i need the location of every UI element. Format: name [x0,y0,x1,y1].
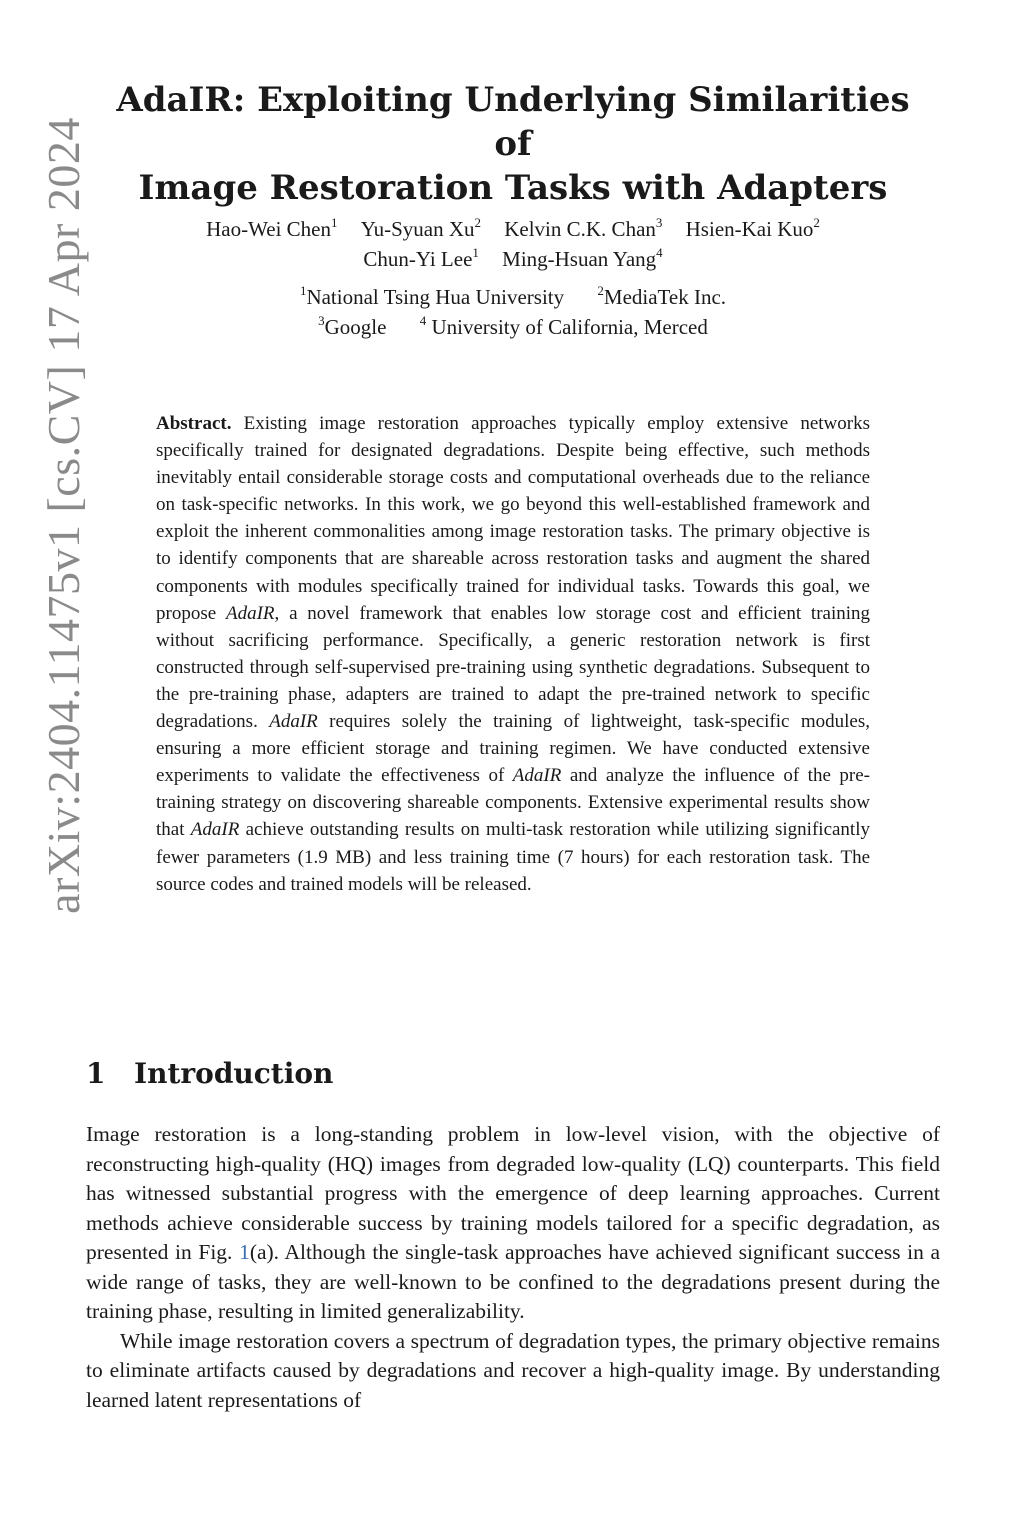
section-title: Introduction [134,1057,334,1090]
method-name: AdaIR [269,711,318,733]
abstract-label: Abstract. [156,413,232,434]
title-line-2: Image Restoration Tasks with Adapters [138,168,888,208]
figure-reference-link[interactable]: 1 [239,1240,250,1264]
author-line-2 [100,244,926,274]
method-name: AdaIR [225,602,275,624]
author: Yu-Syuan Xu$^2$ [360,215,481,241]
affiliation: $^3$Google [318,313,387,339]
method-name: AdaIR [512,765,562,787]
affiliation-list [100,282,926,342]
author: Kelvin C.K. Chan$^3$ [504,215,663,241]
author: Chun-Yi Lee$^1$ [363,245,479,271]
section-number: 1 [86,1057,106,1090]
title-line-1: AdaIR: Exploiting Underlying Similarities of [116,80,910,164]
affiliation-line-2 [100,312,926,342]
method-name: AdaIR [190,819,240,841]
paper-title [100,78,926,210]
arxiv-identifier: arXiv:2404.11475v1 [cs.CV] 17 Apr 2024 [37,116,89,914]
affiliation: $^2$MediaTek Inc. [597,283,727,309]
paragraph: While image restoration covers a spectrum of degradation types, the primary objective remains to eliminate artifacts caused by degradations and recover a high-quality image. By understanding learned latent representations of [86,1328,940,1412]
affiliation-line-1 [100,282,926,312]
arxiv-side-stamp [8,80,118,950]
author: Ming-Hsuan Yang$^4$ [502,245,663,271]
section-heading-introduction [86,1055,333,1093]
abstract: Abstract. Existing image restoration approaches typically employ extensive networks specifically trained for designated degradations. Despite being effective, such methods inevitably entail considerable storage costs and computational overheads due to the reliance on task-specific networks. In this work, we go beyond this well-established framework and exploit the inherent commonalities among image restoration tasks. The primary objective is to identify components that are shareable across restoration tasks and augment the shared components with modules specifically trained for individual tasks. Towards this goal, we propose AdaIR, a novel framework that enables low storage cost and efficient training without sacrificing performance. Specifically, a generic restoration network is first constructed through self-supervised pre-training using synthetic degradations. Subsequent to the pre-training phase, adapters are trained to adapt the pre-trained network to specific degradations. AdaIR requires solely the training of lightweight, task-specific modules, ensuring a more efficient storage and training regimen. We have conducted extensive experiments to validate the effectiveness of AdaIR and analyze the influence of the pre-training strategy on discovering shareable components. Extensive experimental results show that AdaIR achieve outstanding results on multi-task restoration while utilizing significantly fewer parameters (1.9 MB) and less training time (7 hours) for each restoration task. The source codes and trained models will be released. [156,413,871,895]
author: Hsien-Kai Kuo$^2$ [685,215,820,241]
introduction-body [86,1120,940,1415]
author: Hao-Wei Chen$^1$ [206,215,338,241]
affiliation: $^4$ University of California, Merced [419,313,708,339]
affiliation: $^1$National Tsing Hua University [299,283,565,309]
author-line-1 [100,214,926,244]
author-list [100,214,926,274]
paragraph: Image restoration is a long-standing problem in low-level vision, with the objective of reconstructing high-quality (HQ) images from degraded low-quality (LQ) counterparts. This field has witnessed substantial progress with the emergence of deep learning approaches. Current methods achieve considerable success by training models tailored for a specific degradation, as presented in Fig. 1(a). Although the single-task approaches have achieved significant success in a wide range of tasks, they are well-known to be confined to the degradations present during the training phase, resulting in limited generalizability. [86,1122,940,1323]
